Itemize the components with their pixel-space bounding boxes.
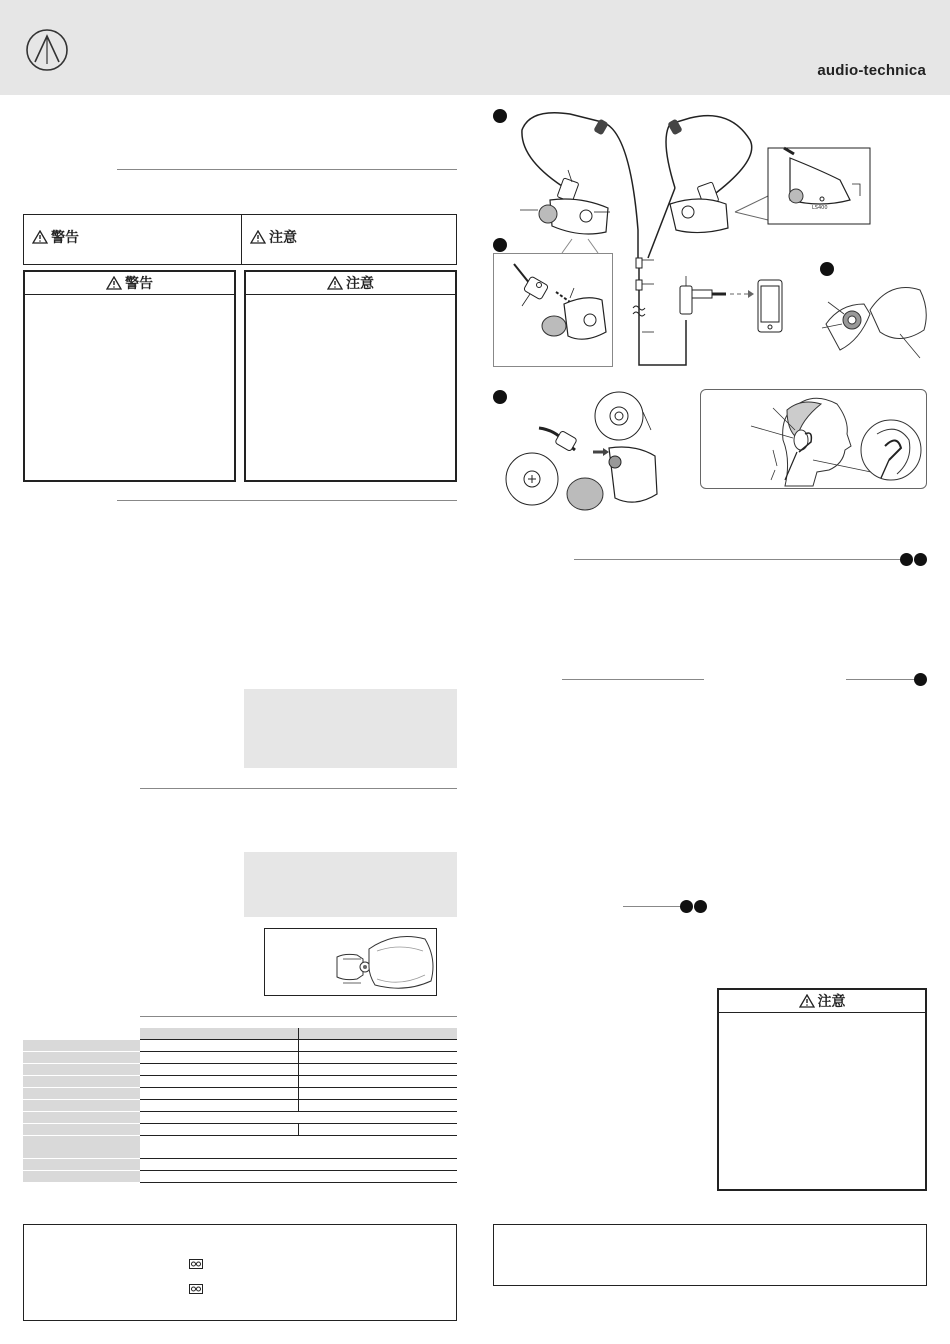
note-box	[244, 852, 457, 917]
wearing-figure-box	[700, 389, 927, 489]
caution-box-right	[717, 988, 927, 1191]
section-rule	[574, 559, 900, 560]
caution-triangle-icon	[250, 230, 266, 244]
caution-label: 注意	[269, 230, 297, 246]
table-row	[23, 1028, 457, 1040]
connector-inset-box	[493, 253, 613, 367]
warning-triangle-icon	[106, 276, 122, 290]
service-box-left	[23, 1224, 457, 1321]
service-box-right	[493, 1224, 927, 1286]
warning-triangle-icon	[32, 230, 48, 244]
model-text: LS400	[812, 205, 828, 211]
brand-wordmark: audio-technica	[817, 62, 926, 79]
table-row	[23, 1040, 457, 1052]
spec-table	[23, 1028, 457, 1183]
caution-box-right-header	[719, 990, 925, 1013]
table-row	[23, 1136, 457, 1159]
warning-summary-table	[23, 214, 457, 265]
section-rule	[117, 169, 457, 170]
figure-marker	[493, 238, 507, 252]
eartip-illustration	[265, 929, 436, 995]
caution-triangle-icon	[799, 994, 815, 1008]
eartip-figure-box	[264, 928, 437, 996]
audio-technica-logo-icon	[25, 28, 69, 72]
wearing-illustration	[701, 390, 926, 488]
section-rule	[117, 500, 457, 501]
caution-box-right-title: 注意	[817, 994, 846, 1010]
table-row	[23, 1064, 457, 1076]
phone-book-icon	[189, 1259, 203, 1269]
header-band	[0, 0, 950, 95]
figure-marker	[694, 900, 707, 913]
section-rule	[623, 906, 681, 907]
caution-summary-cell	[242, 215, 456, 264]
note-box	[244, 689, 457, 768]
phone-book-icon	[189, 1284, 203, 1294]
figure-marker	[680, 900, 693, 913]
table-row	[23, 1159, 457, 1171]
table-row	[23, 1100, 457, 1112]
warning-box	[23, 270, 236, 482]
table-row	[23, 1124, 457, 1136]
connector-illustration	[494, 254, 612, 366]
section-rule	[140, 1016, 457, 1017]
table-row	[23, 1088, 457, 1100]
caution-box	[244, 270, 457, 482]
table-row	[23, 1171, 457, 1183]
section-rule	[562, 679, 704, 680]
warning-label: 警告	[51, 230, 79, 246]
caution-box-header	[246, 272, 455, 295]
eartip-replacement-illustration	[495, 390, 665, 525]
warning-box-title: 警告	[125, 276, 153, 292]
figure-marker	[914, 673, 927, 686]
figure-marker	[900, 553, 913, 566]
table-row	[23, 1112, 457, 1124]
table-row	[23, 1076, 457, 1088]
section-rule	[846, 679, 916, 680]
insertion-illustration	[820, 270, 930, 360]
figure-marker	[914, 553, 927, 566]
table-row	[23, 1052, 457, 1064]
caution-triangle-icon	[327, 276, 343, 290]
section-rule	[140, 788, 457, 789]
warning-summary-cell	[24, 215, 242, 264]
caution-box-title: 注意	[346, 276, 374, 292]
warning-box-header	[25, 272, 234, 295]
callout-lines	[560, 237, 600, 255]
